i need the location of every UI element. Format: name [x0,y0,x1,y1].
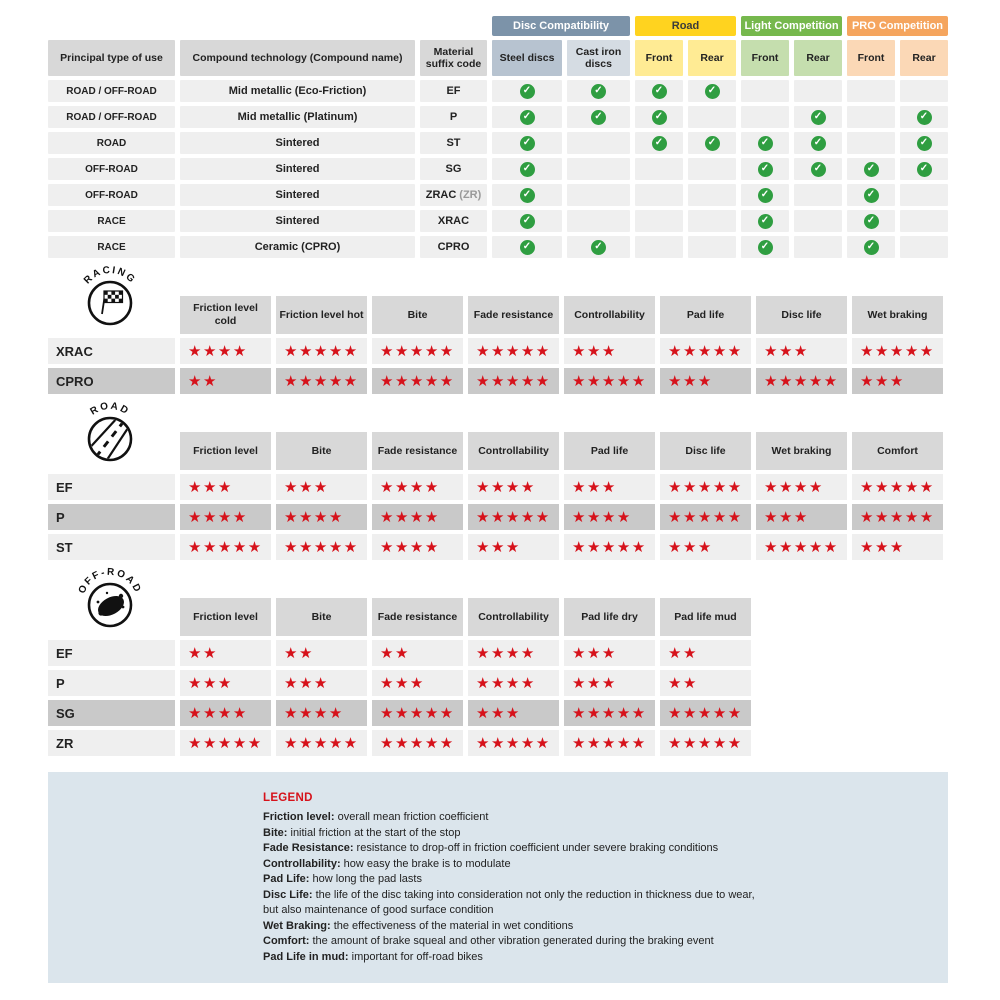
rating-column-header: Fade resistance [468,296,559,334]
legend-lines [263,810,918,965]
star-rating: ★★★★★ [564,368,655,394]
empty-cell [635,158,683,180]
check-icon: ✓ [758,162,773,177]
compatible-cell [794,106,842,128]
compatible-cell [847,158,895,180]
check-icon: ✓ [652,136,667,151]
empty-cell [635,210,683,232]
compatible-cell [847,210,895,232]
empty-cell [794,184,842,206]
compound-row-label: EF [48,640,175,666]
check-icon: ✓ [758,136,773,151]
group-header-spacer [48,16,487,36]
check-icon: ✓ [758,188,773,203]
check-icon: ✓ [591,110,606,125]
legend-term: Disc Life: [263,888,316,901]
compound-row-label: P [48,670,175,696]
star-rating: ★★★★★ [276,534,367,560]
compatible-cell [567,106,630,128]
empty-cell [567,184,630,206]
check-icon: ✓ [520,136,535,151]
code-note: (ZR) [459,189,482,201]
star-rating: ★★★★ [756,474,847,500]
compatible-cell [492,236,562,258]
compatible-cell [688,80,736,102]
star-rating: ★★★ [564,338,655,364]
check-icon: ✓ [705,84,720,99]
compatible-cell [900,132,948,154]
principal-use-cell: OFF-ROAD [48,158,175,180]
suffix-code-cell: EF [420,80,487,102]
compatible-cell [900,158,948,180]
star-rating: ★★★★★ [660,338,751,364]
star-rating: ★★★★★ [852,504,943,530]
rating-column-header: Disc life [660,432,751,470]
star-rating: ★★★★★ [372,338,463,364]
check-icon: ✓ [917,136,932,151]
rating-column-header: Controllability [468,598,559,636]
principal-use-cell: ROAD / OFF-ROAD [48,80,175,102]
legend-item: Disc Life: the life of the disc taking into consideration not only the reduction in thickness due to wear, [263,888,755,901]
empty-cell [847,132,895,154]
compatible-cell [635,80,683,102]
check-icon: ✓ [864,214,879,229]
rating-column-header: Fade resistance [372,432,463,470]
star-rating: ★★★★★ [660,504,751,530]
rating-column-header: Disc life [756,296,847,334]
star-rating: ★★★★ [372,504,463,530]
empty-cell [794,210,842,232]
column-header: Cast iron discs [567,40,630,76]
star-rating: ★★★ [852,534,943,560]
mud-splatter [95,592,128,620]
rating-column-header: Pad life [564,432,655,470]
star-rating: ★★ [276,640,367,666]
star-rating: ★★★ [564,474,655,500]
legend-item: Comfort: the amount of brake squeal and other vibration generated during the braking event [263,935,714,947]
star-rating: ★★★★ [276,504,367,530]
legend-term: Pad Life: [263,873,313,885]
compatible-cell [741,184,789,206]
road-lines [86,413,134,466]
principal-use-cell: RACE [48,236,175,258]
compound-cell: Mid metallic (Platinum) [180,106,415,128]
star-rating: ★★★★★ [564,534,655,560]
column-header: Steel discs [492,40,562,76]
empty-cell [900,184,948,206]
compound-cell: Sintered [180,210,415,232]
check-icon: ✓ [864,240,879,255]
compound-row-label: ST [48,534,175,560]
check-icon: ✓ [705,136,720,151]
star-rating: ★★ [372,640,463,666]
compatible-cell [688,132,736,154]
star-rating: ★★★ [372,670,463,696]
star-rating: ★★★★ [372,474,463,500]
compatible-cell [492,184,562,206]
empty-cell [847,80,895,102]
star-rating: ★★★★ [468,640,559,666]
suffix-code-cell: P [420,106,487,128]
compatible-cell [492,158,562,180]
star-rating: ★★★ [276,474,367,500]
star-rating: ★★★★★ [564,700,655,726]
compatibility-table [48,16,948,258]
empty-cell [900,236,948,258]
empty-cell [900,80,948,102]
empty-cell [567,210,630,232]
check-icon: ✓ [520,188,535,203]
legend-term: Friction level: [263,811,338,823]
star-rating: ★★ [660,670,751,696]
legend-term: Fade Resistance: [263,842,357,854]
rating-column-header: Friction level hot [276,296,367,334]
star-rating: ★★★ [468,534,559,560]
racing-rating-table [48,296,1000,394]
rating-column-header: Friction level cold [180,296,271,334]
star-rating: ★★★★★ [180,730,271,756]
compatible-cell [567,80,630,102]
star-rating: ★★★★★ [372,700,463,726]
check-icon: ✓ [652,110,667,125]
legend-item: Friction level: overall mean friction coefficient [263,811,489,823]
rating-column-header: Bite [372,296,463,334]
legend-item: Bite: initial friction at the start of the stop [263,826,461,839]
star-rating: ★★★ [756,338,847,364]
empty-cell [635,236,683,258]
svg-text:ROAD: ROAD [88,400,132,418]
rating-column-header: Bite [276,598,367,636]
compound-cell: Ceramic (CPRO) [180,236,415,258]
star-rating: ★★★★ [468,670,559,696]
check-icon: ✓ [520,162,535,177]
check-icon: ✓ [652,84,667,99]
column-header: Material suffix code [420,40,487,76]
rating-column-header: Bite [276,432,367,470]
offroad-section [48,566,1000,756]
road-section [48,400,1000,560]
column-header: Rear [900,40,948,76]
star-rating: ★★★★★ [660,730,751,756]
empty-cell [741,80,789,102]
star-rating: ★★★★ [180,338,271,364]
check-icon: ✓ [811,162,826,177]
compatible-cell [900,106,948,128]
compound-cell: Sintered [180,132,415,154]
suffix-code-cell: ZRAC (ZR) [420,184,487,206]
check-icon: ✓ [591,240,606,255]
road-rating-table [48,432,1000,560]
suffix-code-cell: ST [420,132,487,154]
legend-term: Controllability: [263,857,344,870]
star-rating: ★★★★★ [276,338,367,364]
offroad-tire-icon [74,562,146,634]
check-icon: ✓ [864,162,879,177]
column-header: Front [635,40,683,76]
star-rating: ★★★ [756,504,847,530]
compound-row-label: EF [48,474,175,500]
principal-use-cell: RACE [48,210,175,232]
legend-item: but also maintenance of good surface condition [263,904,494,916]
compound-row-label: P [48,504,175,530]
star-rating: ★★★★★ [468,338,559,364]
column-header: Front [741,40,789,76]
empty-cell [900,210,948,232]
star-rating: ★★★ [660,368,751,394]
compound-cell: Sintered [180,184,415,206]
column-header: Front [847,40,895,76]
check-icon: ✓ [811,136,826,151]
star-rating: ★★★ [564,640,655,666]
group-header: Light Competition [741,16,842,36]
checkered-flag [102,291,123,314]
empty-cell [688,184,736,206]
empty-cell [688,210,736,232]
check-icon: ✓ [520,110,535,125]
legend-item: Controllability: how easy the brake is to modulate [263,857,511,870]
column-header: Rear [688,40,736,76]
svg-text:RACING: RACING [81,264,138,287]
star-rating: ★★★ [276,670,367,696]
check-icon: ✓ [520,240,535,255]
empty-cell [847,106,895,128]
rating-column-header: Friction level [180,598,271,636]
legend-item: Pad Life in mud: important for off-road bikes [263,950,483,963]
column-header: Rear [794,40,842,76]
group-header: Road [635,16,736,36]
star-rating: ★★★★★ [564,730,655,756]
empty-cell [794,80,842,102]
group-header: PRO Competition [847,16,948,36]
principal-use-cell: ROAD [48,132,175,154]
check-icon: ✓ [520,214,535,229]
legend-item: Fade Resistance: resistance to drop-off in friction coefficient under severe braking conditions [263,842,719,854]
rating-column-header: Friction level [180,432,271,470]
compatible-cell [794,132,842,154]
star-rating: ★★ [180,368,271,394]
rating-column-header: Pad life mud [660,598,751,636]
principal-use-cell: OFF-ROAD [48,184,175,206]
suffix-code-cell: XRAC [420,210,487,232]
suffix-code-cell: SG [420,158,487,180]
compatible-cell [492,210,562,232]
star-rating: ★★★★★ [372,368,463,394]
star-rating: ★★★★ [180,504,271,530]
star-rating: ★★★★★ [372,730,463,756]
legend-item: Pad Life: how long the pad lasts [263,873,422,885]
star-rating: ★★★★ [564,504,655,530]
star-rating: ★★★★★ [180,534,271,560]
check-icon: ✓ [758,214,773,229]
star-rating: ★★★★★ [468,730,559,756]
empty-cell [688,106,736,128]
compatible-cell [492,80,562,102]
star-rating: ★★★ [564,670,655,696]
star-rating: ★★★★★ [468,504,559,530]
star-rating: ★★★★★ [852,474,943,500]
compound-cell: Mid metallic (Eco-Friction) [180,80,415,102]
group-header: Disc Compatibility [492,16,630,36]
racing-section [48,264,1000,394]
star-rating: ★★★★★ [276,730,367,756]
star-rating: ★★★★ [468,474,559,500]
compatible-cell [847,184,895,206]
star-rating: ★★★★★ [756,534,847,560]
compatible-cell [635,106,683,128]
star-rating: ★★★★★ [852,338,943,364]
compound-row-label: CPRO [48,368,175,394]
compatible-cell [741,210,789,232]
rating-column-header: Pad life [660,296,751,334]
compound-row-label: ZR [48,730,175,756]
rating-column-header: Controllability [564,296,655,334]
star-rating: ★★★★ [372,534,463,560]
compatible-cell [741,158,789,180]
rating-column-header: Comfort [852,432,943,470]
star-rating: ★★★ [180,474,271,500]
suffix-code-cell: CPRO [420,236,487,258]
empty-cell [567,158,630,180]
empty-cell [635,184,683,206]
column-header: Compound technology (Compound name) [180,40,415,76]
compound-row-label: XRAC [48,338,175,364]
offroad-rating-table [48,598,1000,756]
empty-cell [741,106,789,128]
rating-column-header: Pad life dry [564,598,655,636]
rating-column-header: Wet braking [756,432,847,470]
compatible-cell [492,106,562,128]
star-rating: ★★★ [852,368,943,394]
check-icon: ✓ [591,84,606,99]
compatible-cell [847,236,895,258]
compatible-cell [794,158,842,180]
star-rating: ★★★★★ [756,368,847,394]
empty-cell [688,158,736,180]
racing-flag-icon [74,260,146,332]
compatible-cell [741,132,789,154]
legend-term: Comfort: [263,935,313,947]
check-icon: ✓ [758,240,773,255]
check-icon: ✓ [520,84,535,99]
rating-column-header: Wet braking [852,296,943,334]
svg-text:OFF-ROAD: OFF-ROAD [76,566,144,596]
legend-term: Bite: [263,826,291,839]
empty-cell [567,132,630,154]
legend-box [48,772,948,983]
legend-term: Wet Braking: [263,919,334,932]
compatible-cell [635,132,683,154]
compound-row-label: SG [48,700,175,726]
legend-title: LEGEND [263,792,313,804]
rating-column-header: Controllability [468,432,559,470]
star-rating: ★★★ [468,700,559,726]
check-icon: ✓ [864,188,879,203]
star-rating: ★★★★★ [468,368,559,394]
compatible-cell [741,236,789,258]
star-rating: ★★ [660,640,751,666]
star-rating: ★★★★ [276,700,367,726]
empty-cell [688,236,736,258]
star-rating: ★★★★★ [660,474,751,500]
star-rating: ★★★★★ [660,700,751,726]
star-rating: ★★★★★ [276,368,367,394]
column-header: Principal type of use [48,40,175,76]
road-icon [74,396,146,468]
check-icon: ✓ [917,110,932,125]
empty-cell [794,236,842,258]
compatible-cell [492,132,562,154]
star-rating: ★★★★ [180,700,271,726]
compatible-cell [567,236,630,258]
legend-item: Wet Braking: the effectiveness of the material in wet conditions [263,919,574,932]
check-icon: ✓ [811,110,826,125]
legend-term: Pad Life in mud: [263,950,352,963]
rating-column-header: Fade resistance [372,598,463,636]
star-rating: ★★ [180,640,271,666]
star-rating: ★★★ [180,670,271,696]
compound-cell: Sintered [180,158,415,180]
star-rating: ★★★ [660,534,751,560]
principal-use-cell: ROAD / OFF-ROAD [48,106,175,128]
check-icon: ✓ [917,162,932,177]
